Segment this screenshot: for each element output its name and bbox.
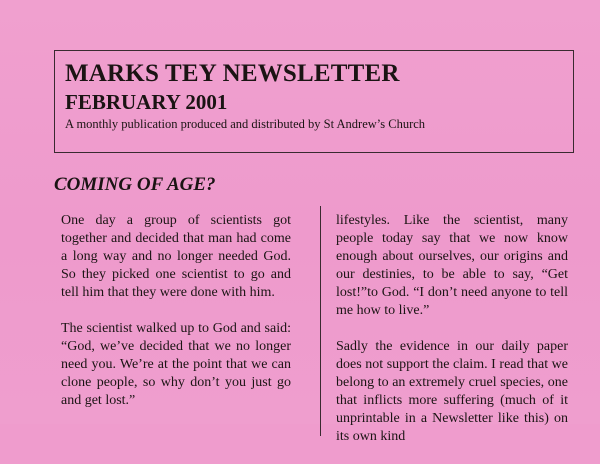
newsletter-title: MARKS TEY NEWSLETTER: [65, 60, 400, 87]
article-paragraph: lifestyles. Like the scientist, many people today say that we now know enough about ourselves, our origins and our destinies, to be able to say, “Get lost!”to God. “I don’t need anyone to tell me how to live.”: [336, 213, 568, 318]
article-heading: COMING OF AGE?: [54, 174, 216, 195]
masthead-box: [54, 50, 574, 153]
publication-tagline: A monthly publication produced and distributed by St Andrew’s Church: [65, 117, 426, 131]
article-column-right: [336, 212, 568, 464]
column-divider: [320, 206, 321, 436]
article-paragraph: The scientist walked up to God and said: “God, we’ve decided that we no longer need you. We’re at the point that we can clone people, so why don’t you just go and get lost.”: [61, 321, 291, 408]
article-paragraph: Sadly the evidence in our daily paper does not support the claim. I read that we belong to an extremely cruel species, one that inflicts more suffering (much of it unprintable in a Newsletter like this) on its own kind: [336, 339, 568, 444]
issue-date: FEBRUARY 2001: [65, 90, 228, 114]
article-paragraph: One day a group of scientists got together and decided that man had come a long way and no longer needed God. So they picked one scientist to go and tell him that they were done with him.: [61, 213, 291, 300]
article-column-left: [61, 212, 291, 428]
